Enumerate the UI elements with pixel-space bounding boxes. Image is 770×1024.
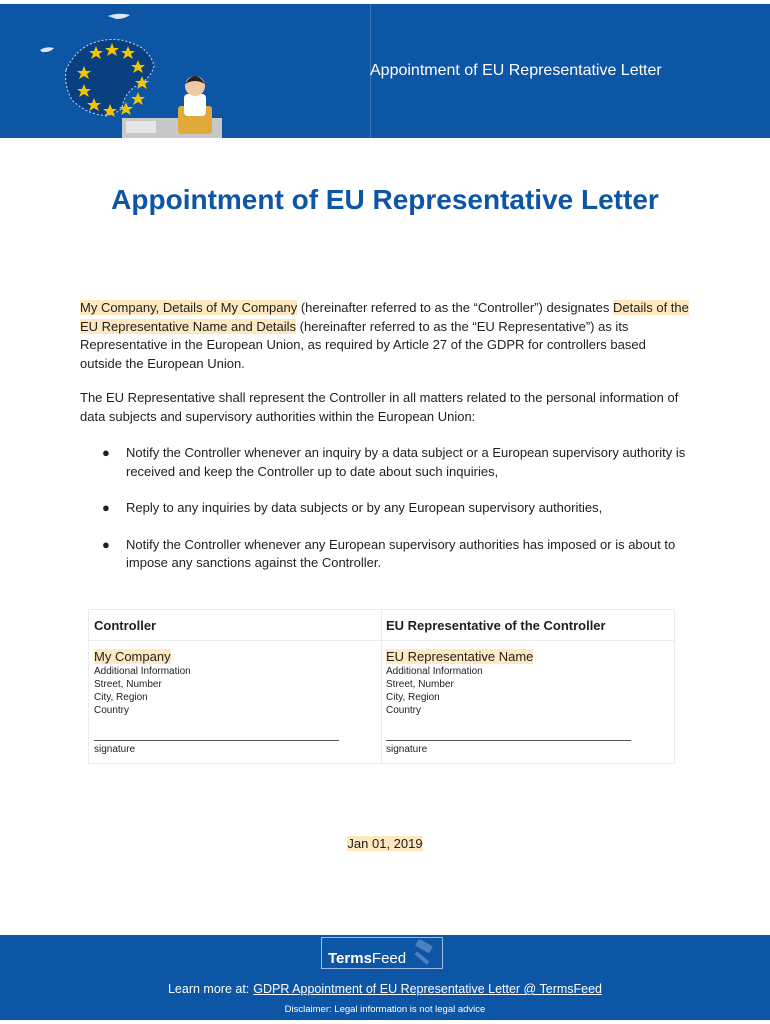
- page-footer: [0, 935, 770, 1020]
- representative-name: EU Representative Name: [386, 649, 534, 664]
- document-title: Appointment of EU Representative Letter: [111, 184, 659, 215]
- representative-signature-label: signature: [386, 744, 428, 755]
- signature-table: [88, 609, 675, 764]
- list-item: [80, 536, 690, 573]
- letter-date: [0, 836, 770, 851]
- representative-street: Street, Number: [386, 679, 454, 690]
- duties-list: [80, 444, 690, 591]
- termsfeed-logo[interactable]: [321, 937, 443, 969]
- controller-country: Country: [94, 705, 130, 716]
- controller-heading: Controller: [94, 618, 157, 633]
- controller-header-cell: [89, 610, 381, 641]
- list-item: [80, 499, 690, 518]
- header-title: Appointment of EU Representative Letter: [370, 62, 662, 79]
- representative-header-cell: [381, 610, 674, 641]
- intro-text-part-1: (hereinafter referred to as the “Controller”) designates: [297, 300, 613, 315]
- controller-additional-info: Additional Information: [94, 666, 191, 677]
- representative-signature-line: [386, 740, 631, 741]
- learn-more-prefix: Learn more at:: [167, 982, 250, 996]
- disclaimer-text: Disclaimer: Legal information is not legal advice: [284, 1004, 486, 1015]
- learn-more-line: [0, 982, 770, 996]
- representative-additional-info: Additional Information: [386, 666, 483, 677]
- representative-details-placeholder: Details of the EU Representative Name and Details: [80, 300, 689, 334]
- bullet-icon: ●: [102, 536, 110, 552]
- intro-paragraph: [80, 299, 690, 373]
- controller-city: City, Region: [94, 692, 148, 703]
- date-value: Jan 01, 2019: [347, 836, 423, 851]
- controller-street: Street, Number: [94, 679, 162, 690]
- controller-name: My Company: [94, 649, 171, 664]
- company-details-placeholder: My Company, Details of My Company: [80, 300, 298, 315]
- bullet-icon: ●: [102, 445, 110, 460]
- logo-text-bold: Terms: [328, 950, 372, 967]
- eu-map-illustration: [30, 8, 230, 138]
- representative-heading: EU Representative of the Controller: [386, 618, 606, 633]
- list-item-text: Notify the Controller whenever an inquiry by a data subject or a European supervisory authority is received and keep the Controller up to date about such inquiries,: [126, 445, 686, 479]
- bullet-icon: ●: [102, 500, 110, 515]
- representative-country: Country: [386, 705, 422, 716]
- list-item-text: Notify the Controller whenever any European supervisory authorities has imposed or is about to impose any sanctions against the Controller.: [126, 536, 676, 570]
- list-item-text: Reply to any inquiries by data subjects or by any European supervisory authorities,: [126, 500, 603, 515]
- representative-column: [381, 610, 674, 763]
- intro-text-part-2: (hereinafter referred to as the “EU Representative”) as its Representative in the European Union, as required by Article 27 of the GDPR for controllers based outside the European Union.: [80, 318, 646, 371]
- controller-signature-label: signature: [94, 744, 136, 755]
- list-item: [80, 444, 690, 481]
- logo-text: [328, 950, 406, 967]
- controller-signature-line: [94, 740, 339, 741]
- representation-paragraph: The EU Representative shall represent the Controller in all matters related to the personal information of data subjects and supervisory authorities within the European Union:: [80, 390, 679, 424]
- representative-city: City, Region: [386, 692, 440, 703]
- learn-more-link[interactable]: GDPR Appointment of EU Representative Letter @ TermsFeed: [253, 982, 603, 996]
- page-header: [0, 4, 770, 138]
- logo-text-regular: Feed: [371, 950, 407, 967]
- controller-column: [89, 610, 382, 763]
